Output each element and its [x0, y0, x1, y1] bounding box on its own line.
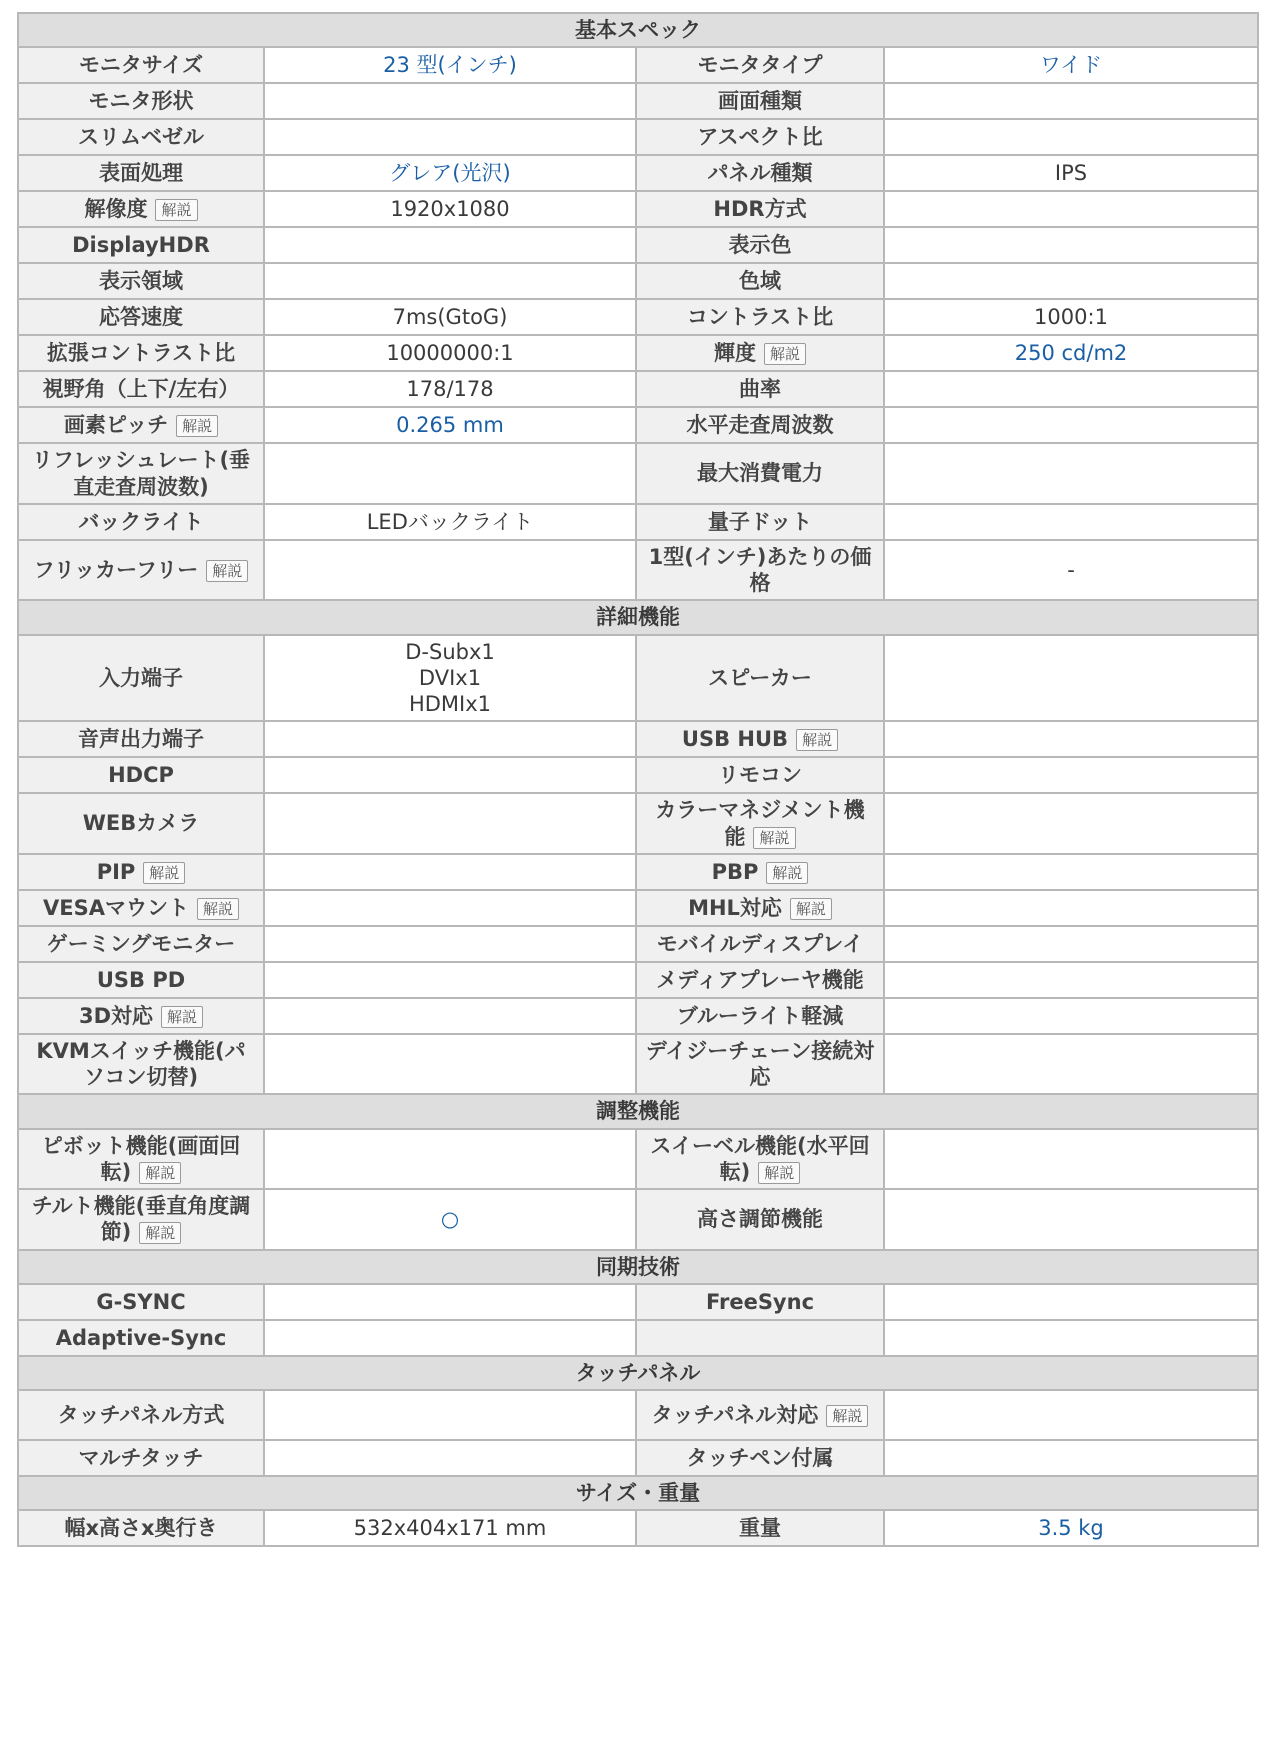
spec-value — [884, 757, 1258, 793]
spec-label-text: PIP — [96, 859, 136, 884]
spec-value — [264, 1440, 636, 1476]
spec-value: 1000:1 — [884, 299, 1258, 335]
spec-label-text: 音声出力端子 — [78, 727, 204, 752]
spec-label — [636, 119, 884, 155]
section-header: タッチパネル — [18, 1356, 1258, 1390]
help-badge[interactable]: 解説 — [161, 1006, 203, 1028]
spec-value — [884, 926, 1258, 962]
spec-value[interactable]: 23 型(インチ) — [264, 47, 636, 83]
spec-value[interactable]: ○ — [264, 1189, 636, 1250]
spec-label — [18, 263, 264, 299]
spec-value — [264, 757, 636, 793]
spec-label — [636, 407, 884, 443]
spec-value-line: D-Subx1 — [405, 639, 495, 664]
spec-row — [18, 926, 1258, 962]
spec-label-text: モニタタイプ — [697, 53, 823, 78]
spec-label-text: 曲率 — [739, 377, 781, 402]
spec-label-text: 3D対応 — [78, 1003, 154, 1028]
spec-row — [18, 890, 1258, 926]
spec-label — [636, 1390, 884, 1440]
spec-table — [17, 12, 1259, 1547]
spec-value — [884, 635, 1258, 722]
spec-label-text: 応答速度 — [99, 305, 183, 330]
spec-label — [18, 1034, 264, 1095]
spec-label — [18, 926, 264, 962]
spec-label — [18, 335, 264, 371]
spec-label-text: タッチペン付属 — [686, 1445, 834, 1470]
spec-value — [884, 793, 1258, 854]
spec-label — [636, 998, 884, 1034]
spec-label-text: 入力端子 — [99, 665, 183, 690]
spec-label-text: 表面処理 — [99, 161, 183, 186]
spec-row — [18, 721, 1258, 757]
spec-label-text: 最大消費電力 — [697, 461, 823, 486]
spec-value: 10000000:1 — [264, 335, 636, 371]
spec-value — [884, 83, 1258, 119]
spec-label-text: 画素ピッチ — [63, 413, 169, 438]
spec-value — [264, 962, 636, 998]
spec-label-text: アスペクト比 — [697, 125, 823, 150]
spec-label — [636, 47, 884, 83]
spec-label — [636, 757, 884, 793]
spec-value — [264, 540, 636, 601]
spec-row — [18, 263, 1258, 299]
spec-label — [18, 407, 264, 443]
spec-row — [18, 119, 1258, 155]
spec-label — [636, 1034, 884, 1095]
help-badge[interactable]: 解説 — [766, 862, 808, 884]
spec-value[interactable]: ワイド — [884, 47, 1258, 83]
spec-value — [884, 227, 1258, 263]
spec-label-text: ピボット機能(画面回転) — [41, 1133, 241, 1184]
spec-label — [636, 227, 884, 263]
spec-label — [18, 757, 264, 793]
spec-label-text: スイーベル機能(水平回転) — [650, 1133, 870, 1184]
spec-label-text: メディアプレーヤ機能 — [656, 967, 864, 992]
help-badge[interactable]: 解説 — [139, 1162, 181, 1184]
spec-row — [18, 998, 1258, 1034]
spec-label — [636, 540, 884, 601]
spec-value[interactable]: 3.5 kg — [884, 1510, 1258, 1546]
spec-label — [636, 1189, 884, 1250]
spec-value — [264, 443, 636, 504]
spec-value[interactable]: 250 cd/m2 — [884, 335, 1258, 371]
spec-label-text: リフレッシュレート(垂直走査周波数) — [31, 448, 251, 499]
spec-label-text: チルト機能(垂直角度調節) — [31, 1194, 251, 1245]
spec-value — [264, 926, 636, 962]
spec-label — [636, 1440, 884, 1476]
spec-label-text: 水平走査周波数 — [686, 413, 834, 438]
spec-value — [884, 1440, 1258, 1476]
spec-label — [636, 371, 884, 407]
spec-label-text: WEBカメラ — [82, 811, 200, 836]
spec-label — [636, 1129, 884, 1190]
spec-label — [18, 299, 264, 335]
spec-label — [636, 335, 884, 371]
spec-label-text: モバイルディスプレイ — [656, 931, 864, 956]
spec-value — [264, 635, 636, 722]
spec-value — [264, 1034, 636, 1095]
spec-label — [636, 1284, 884, 1320]
spec-label-text: モニタ形状 — [88, 89, 194, 114]
help-badge[interactable]: 解説 — [139, 1222, 181, 1244]
spec-label — [18, 793, 264, 854]
spec-label-text: タッチパネル方式 — [57, 1402, 225, 1427]
spec-label — [18, 47, 264, 83]
spec-label-text: リモコン — [718, 763, 802, 788]
spec-row — [18, 335, 1258, 371]
spec-label-text: パネル種類 — [707, 161, 813, 186]
spec-label-text: 幅x高さx奥行き — [64, 1516, 218, 1541]
spec-label-text: PBP — [711, 859, 759, 884]
spec-label-text: ゲーミングモニター — [46, 931, 236, 956]
spec-value — [884, 119, 1258, 155]
spec-label-text: 量子ドット — [707, 509, 813, 534]
spec-label — [18, 1390, 264, 1440]
spec-label — [636, 926, 884, 962]
spec-label — [18, 1320, 264, 1356]
spec-label — [18, 1129, 264, 1190]
spec-row — [18, 504, 1258, 540]
spec-row — [18, 155, 1258, 191]
spec-label-text: G-SYNC — [96, 1289, 186, 1314]
spec-label-text: デイジーチェーン接続対応 — [645, 1038, 875, 1089]
spec-row — [18, 1284, 1258, 1320]
spec-label — [636, 299, 884, 335]
spec-row — [18, 757, 1258, 793]
spec-label-text: 視野角（上下/左右） — [42, 377, 240, 402]
section-header: 同期技術 — [18, 1250, 1258, 1284]
spec-row — [18, 1189, 1258, 1250]
spec-label-text: カラーマネジメント機能 — [655, 798, 865, 849]
spec-value — [264, 854, 636, 890]
spec-label-text: モニタサイズ — [78, 53, 204, 78]
spec-label — [18, 540, 264, 601]
spec-label-text: 表示色 — [728, 233, 792, 258]
spec-value[interactable]: 0.265 mm — [264, 407, 636, 443]
spec-row — [18, 299, 1258, 335]
spec-value: IPS — [884, 155, 1258, 191]
spec-label-text: 色域 — [739, 269, 781, 294]
spec-label-text: 表示領域 — [99, 269, 183, 294]
spec-row — [18, 854, 1258, 890]
help-badge[interactable]: 解説 — [176, 415, 218, 437]
section-header: サイズ・重量 — [18, 1476, 1258, 1510]
spec-value — [884, 1320, 1258, 1356]
spec-row — [18, 191, 1258, 227]
spec-label-text: 解像度 — [84, 197, 148, 222]
spec-value — [264, 83, 636, 119]
spec-label — [18, 1284, 264, 1320]
spec-label-text: USB PD — [96, 967, 186, 992]
spec-label — [18, 191, 264, 227]
spec-value — [264, 1284, 636, 1320]
help-badge[interactable]: 解説 — [790, 898, 832, 920]
spec-row — [18, 1390, 1258, 1440]
spec-value — [884, 854, 1258, 890]
spec-label-text: 輝度 — [713, 341, 756, 366]
spec-value[interactable]: グレア(光沢) — [264, 155, 636, 191]
spec-label-text: 拡張コントラスト比 — [46, 341, 236, 366]
spec-value — [884, 371, 1258, 407]
spec-value — [884, 263, 1258, 299]
spec-row — [18, 443, 1258, 504]
section-header: 調整機能 — [18, 1094, 1258, 1128]
help-badge[interactable]: 解説 — [206, 560, 248, 582]
help-badge[interactable]: 解説 — [826, 1405, 868, 1427]
spec-label — [18, 1440, 264, 1476]
help-badge[interactable]: 解説 — [796, 729, 838, 751]
spec-row — [18, 83, 1258, 119]
spec-value — [884, 1034, 1258, 1095]
spec-label-text: HDCP — [108, 763, 174, 788]
spec-row — [18, 793, 1258, 854]
spec-label — [18, 721, 264, 757]
spec-label-text: HDR方式 — [713, 197, 807, 222]
spec-label — [18, 635, 264, 722]
spec-label — [636, 1320, 884, 1356]
spec-label — [18, 227, 264, 263]
spec-label-text: 重量 — [739, 1516, 781, 1541]
spec-label — [636, 793, 884, 854]
spec-label — [18, 1510, 264, 1546]
spec-value — [264, 721, 636, 757]
help-badge[interactable]: 解説 — [758, 1162, 800, 1184]
help-badge[interactable]: 解説 — [197, 898, 239, 920]
spec-label — [18, 854, 264, 890]
spec-label — [636, 83, 884, 119]
spec-label — [636, 191, 884, 227]
spec-row — [18, 1034, 1258, 1095]
spec-value — [884, 191, 1258, 227]
spec-value: 1920x1080 — [264, 191, 636, 227]
spec-value — [884, 998, 1258, 1034]
spec-value — [884, 443, 1258, 504]
spec-value — [264, 227, 636, 263]
spec-label-text: 1型(インチ)あたりの価格 — [648, 544, 872, 595]
spec-label — [18, 371, 264, 407]
spec-label — [636, 504, 884, 540]
spec-value — [884, 1189, 1258, 1250]
spec-row — [18, 47, 1258, 83]
help-badge[interactable]: 解説 — [753, 827, 795, 849]
spec-label — [636, 1510, 884, 1546]
spec-label — [636, 962, 884, 998]
spec-row — [18, 1129, 1258, 1190]
spec-row — [18, 540, 1258, 601]
spec-value — [264, 793, 636, 854]
help-badge[interactable]: 解説 — [155, 199, 197, 221]
help-badge[interactable]: 解説 — [143, 862, 185, 884]
spec-value — [884, 1284, 1258, 1320]
section-header: 基本スペック — [18, 13, 1258, 47]
spec-label — [636, 635, 884, 722]
spec-label-text: 高さ調節機能 — [697, 1207, 823, 1232]
spec-label-text: スピーカー — [708, 665, 812, 690]
spec-label-text: マルチタッチ — [78, 1445, 204, 1470]
spec-value — [884, 1129, 1258, 1190]
spec-label-text: DisplayHDR — [72, 233, 210, 258]
spec-value — [264, 1390, 636, 1440]
spec-row — [18, 635, 1258, 722]
spec-value — [884, 1390, 1258, 1440]
spec-label-text: 画面種類 — [718, 89, 802, 114]
spec-value — [884, 721, 1258, 757]
section-header: 詳細機能 — [18, 600, 1258, 634]
spec-value-line: DVIx1 — [418, 665, 482, 690]
spec-label-text: FreeSync — [705, 1289, 815, 1314]
spec-value: - — [884, 540, 1258, 601]
spec-row — [18, 371, 1258, 407]
spec-label-text: フリッカーフリー — [33, 557, 199, 582]
spec-label — [18, 998, 264, 1034]
spec-value: 532x404x171 mm — [264, 1510, 636, 1546]
spec-row — [18, 1510, 1258, 1546]
spec-value — [264, 263, 636, 299]
spec-value — [264, 119, 636, 155]
spec-label — [18, 1189, 264, 1250]
spec-label-text: Adaptive-Sync — [55, 1325, 227, 1350]
help-badge[interactable]: 解説 — [764, 343, 806, 365]
spec-value — [264, 1129, 636, 1190]
spec-value — [884, 890, 1258, 926]
spec-label-text: スリムベゼル — [78, 125, 204, 150]
spec-value — [884, 407, 1258, 443]
spec-row — [18, 1440, 1258, 1476]
spec-label — [636, 443, 884, 504]
spec-label — [636, 721, 884, 757]
spec-row — [18, 407, 1258, 443]
spec-label-text: バックライト — [78, 509, 204, 534]
spec-row — [18, 962, 1258, 998]
spec-value: LEDバックライト — [264, 504, 636, 540]
spec-label-text: KVMスイッチ機能(パソコン切替) — [36, 1038, 246, 1089]
spec-value — [884, 504, 1258, 540]
spec-label-text: USB HUB — [681, 727, 789, 752]
spec-value — [884, 962, 1258, 998]
spec-value: 178/178 — [264, 371, 636, 407]
spec-label-text: VESAマウント — [43, 895, 189, 920]
spec-label — [18, 504, 264, 540]
spec-label — [636, 854, 884, 890]
spec-value — [264, 890, 636, 926]
spec-row — [18, 1320, 1258, 1356]
spec-label-text: タッチパネル対応 — [651, 1402, 819, 1427]
spec-value-line: HDMIx1 — [408, 692, 492, 716]
spec-label — [18, 443, 264, 504]
spec-label — [18, 155, 264, 191]
spec-label-text: ブルーライト軽減 — [676, 1003, 844, 1028]
spec-label — [18, 119, 264, 155]
spec-label — [636, 155, 884, 191]
spec-label — [18, 83, 264, 119]
spec-label — [636, 263, 884, 299]
spec-label-text: コントラスト比 — [686, 305, 834, 330]
spec-value — [264, 1320, 636, 1356]
spec-label-text: MHL対応 — [688, 895, 782, 920]
spec-label — [636, 890, 884, 926]
spec-label — [18, 890, 264, 926]
spec-value — [264, 998, 636, 1034]
spec-row — [18, 227, 1258, 263]
spec-value: 7ms(GtoG) — [264, 299, 636, 335]
spec-label — [18, 962, 264, 998]
